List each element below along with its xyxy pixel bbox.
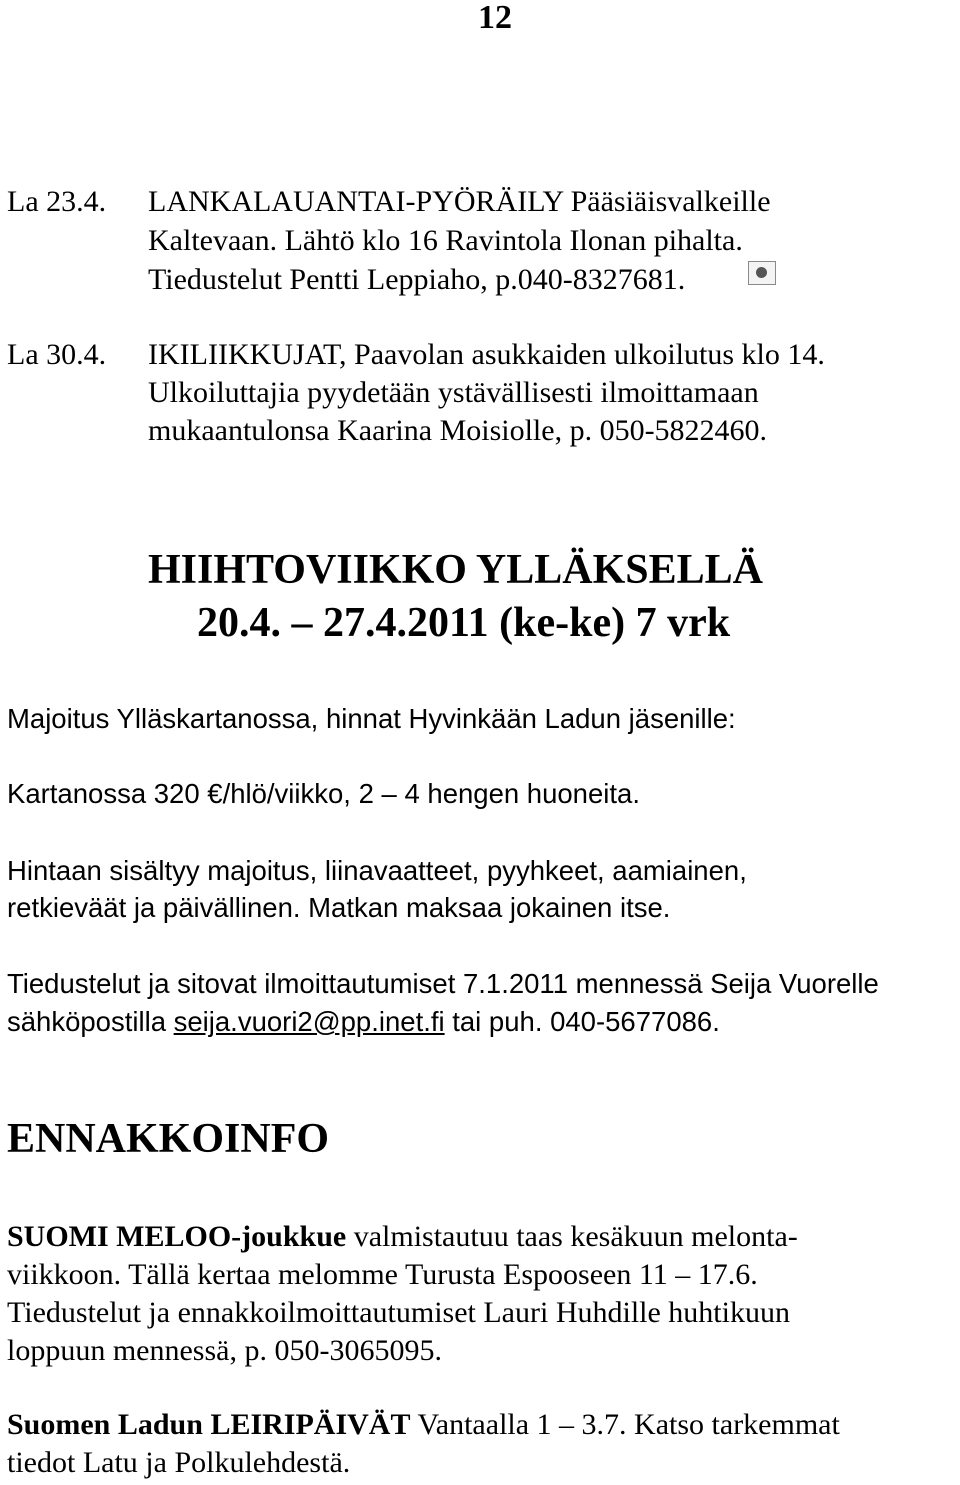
event-text-line: IKILIIKKUJAT, Paavolan asukkaiden ulkoilutus klo 14. bbox=[148, 338, 825, 371]
camp-days-text: tiedot Latu ja Polkulehdestä. bbox=[7, 1446, 351, 1479]
advance-info-text-rest: valmistautuu taas kesäkuun melonta- bbox=[346, 1220, 798, 1253]
image-placeholder-icon bbox=[748, 261, 776, 285]
camp-days-rest: Vantaalla 1 – 3.7. Katso tarkemmat bbox=[410, 1408, 840, 1441]
event-text-line: Ulkoiluttajia pyydetään ystävällisesti ilmoittamaan bbox=[148, 376, 759, 409]
org-name: Suomen Ladun bbox=[7, 1408, 203, 1441]
team-name: SUOMI MELOO-joukkue bbox=[7, 1220, 347, 1253]
accommodation-text: Majoitus Ylläskartanossa, hinnat Hyvinkään Ladun jäsenille: bbox=[7, 703, 736, 734]
advance-info-text: loppuun mennessä, p. 050-3065095. bbox=[7, 1334, 442, 1367]
event-date: La 30.4. bbox=[7, 338, 107, 371]
price-text: Kartanossa 320 €/hlö/viikko, 2 – 4 hengen huoneita. bbox=[7, 778, 640, 809]
event-text-line: Tiedustelut Pentti Leppiaho, p.040-8327681. bbox=[148, 263, 686, 296]
event-text-line: LANKALAUANTAI-PYÖRÄILY Pääsiäisvalkeille bbox=[148, 185, 771, 218]
ski-week-title: HIIHTOVIIKKO YLLÄKSELLÄ bbox=[148, 547, 764, 593]
ski-week-dates: 20.4. – 27.4.2011 (ke-ke) 7 vrk bbox=[197, 600, 731, 646]
includes-text: Hintaan sisältyy majoitus, liinavaatteet, pyyhkeet, aamiainen, bbox=[7, 855, 747, 886]
advance-info-text bbox=[7, 1218, 798, 1255]
inquiries-text: Tiedustelut ja sitovat ilmoittautumiset 7.1.2011 mennessä Seija Vuorelle bbox=[7, 968, 879, 999]
inquiries-suffix: tai puh. 040-5677086. bbox=[444, 1006, 720, 1037]
inquiries-prefix: sähköpostilla bbox=[7, 1006, 174, 1037]
advance-info-title: ENNAKKOINFO bbox=[7, 1116, 330, 1162]
page-number: 12 bbox=[478, 0, 512, 36]
camp-days-text bbox=[7, 1406, 840, 1443]
inquiries-text bbox=[7, 1003, 720, 1040]
event-text-line: Kaltevaan. Lähtö klo 16 Ravintola Ilonan pihalta. bbox=[148, 224, 743, 257]
includes-text: retkieväät ja päivällinen. Matkan maksaa jokainen itse. bbox=[7, 892, 671, 923]
event-name: LEIRIPÄIVÄT bbox=[210, 1408, 411, 1441]
advance-info-text: Tiedustelut ja ennakkoilmoittautumiset Lauri Huhdille huhtikuun bbox=[7, 1296, 790, 1329]
email-link[interactable]: seija.vuori2@pp.inet.fi bbox=[173, 1006, 445, 1037]
image-placeholder-dot bbox=[756, 267, 767, 278]
advance-info-text: viikkoon. Tällä kertaa melomme Turusta Espooseen 11 – 17.6. bbox=[7, 1258, 758, 1291]
event-date: La 23.4. bbox=[7, 185, 107, 218]
event-text-line: mukaantulonsa Kaarina Moisiolle, p. 050-5822460. bbox=[148, 414, 768, 447]
